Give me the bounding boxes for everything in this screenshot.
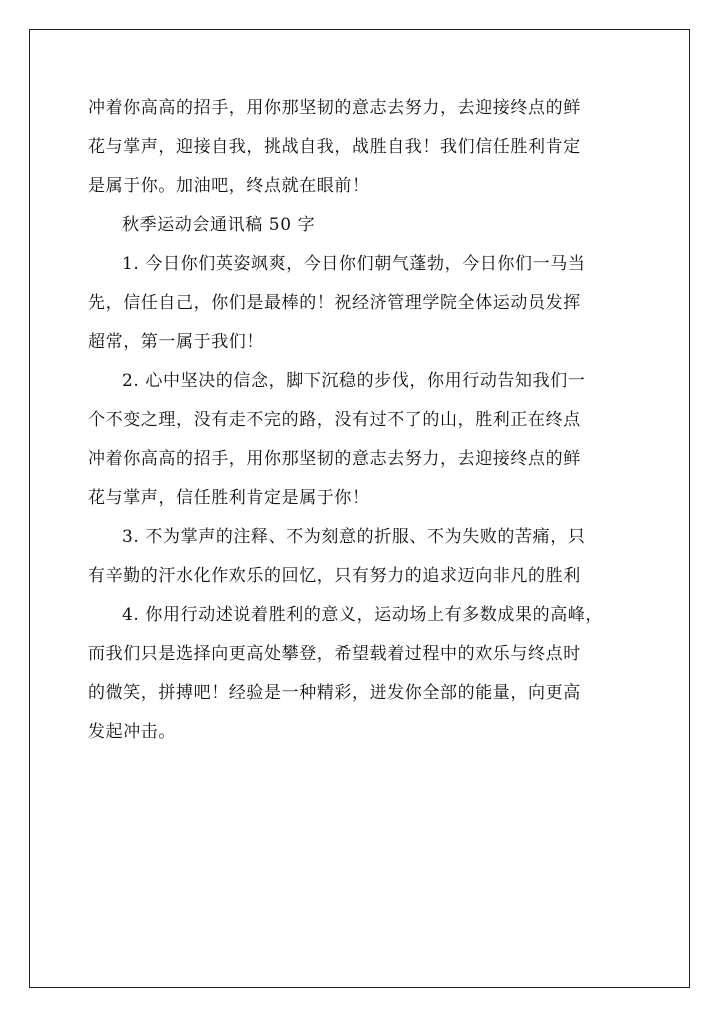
text-line: 冲着你高高的招手，用你那坚韧的意志去努力，去迎接终点的鲜	[88, 98, 581, 118]
text-line: 花与掌声，信任胜利肯定是属于你！	[88, 488, 370, 508]
text-line: 2. 心中坚决的信念，脚下沉稳的步伐，你用行动告知我们一	[122, 371, 586, 391]
text-line: 发起冲击。	[88, 722, 176, 742]
text-line: 先，信任自己，你们是最棒的！祝经济管理学院全体运动员发挥	[88, 293, 581, 313]
section-heading: 秋季运动会通讯稿 50 字	[122, 215, 316, 235]
text-line: 是属于你。加油吧，终点就在眼前！	[88, 176, 370, 196]
text-line: 个不变之理，没有走不完的路，没有过不了的山，胜利正在终点	[88, 410, 581, 430]
text-line: 有辛勤的汗水化作欢乐的回忆，只有努力的追求迈向非凡的胜利	[88, 566, 581, 586]
text-line: 冲着你高高的招手，用你那坚韧的意志去努力，去迎接终点的鲜	[88, 449, 581, 469]
text-line: 的微笑，拼搏吧！经验是一种精彩，迸发你全部的能量，向更高	[88, 683, 581, 703]
text-line: 3. 不为掌声的注释、不为刻意的折服、不为失败的苦痛，只	[122, 527, 586, 547]
text-line: 而我们只是选择向更高处攀登，希望载着过程中的欢乐与终点时	[88, 644, 581, 664]
text-line: 4. 你用行动述说着胜利的意义，运动场上有多数成果的高峰，	[122, 605, 604, 625]
text-line: 1. 今日你们英姿飒爽，今日你们朝气蓬勃，今日你们一马当	[122, 254, 586, 274]
document-body	[88, 89, 633, 752]
text-line: 花与掌声，迎接自我，挑战自我，战胜自我！我们信任胜利肯定	[88, 137, 581, 157]
text-line: 超常，第一属于我们！	[88, 332, 264, 352]
